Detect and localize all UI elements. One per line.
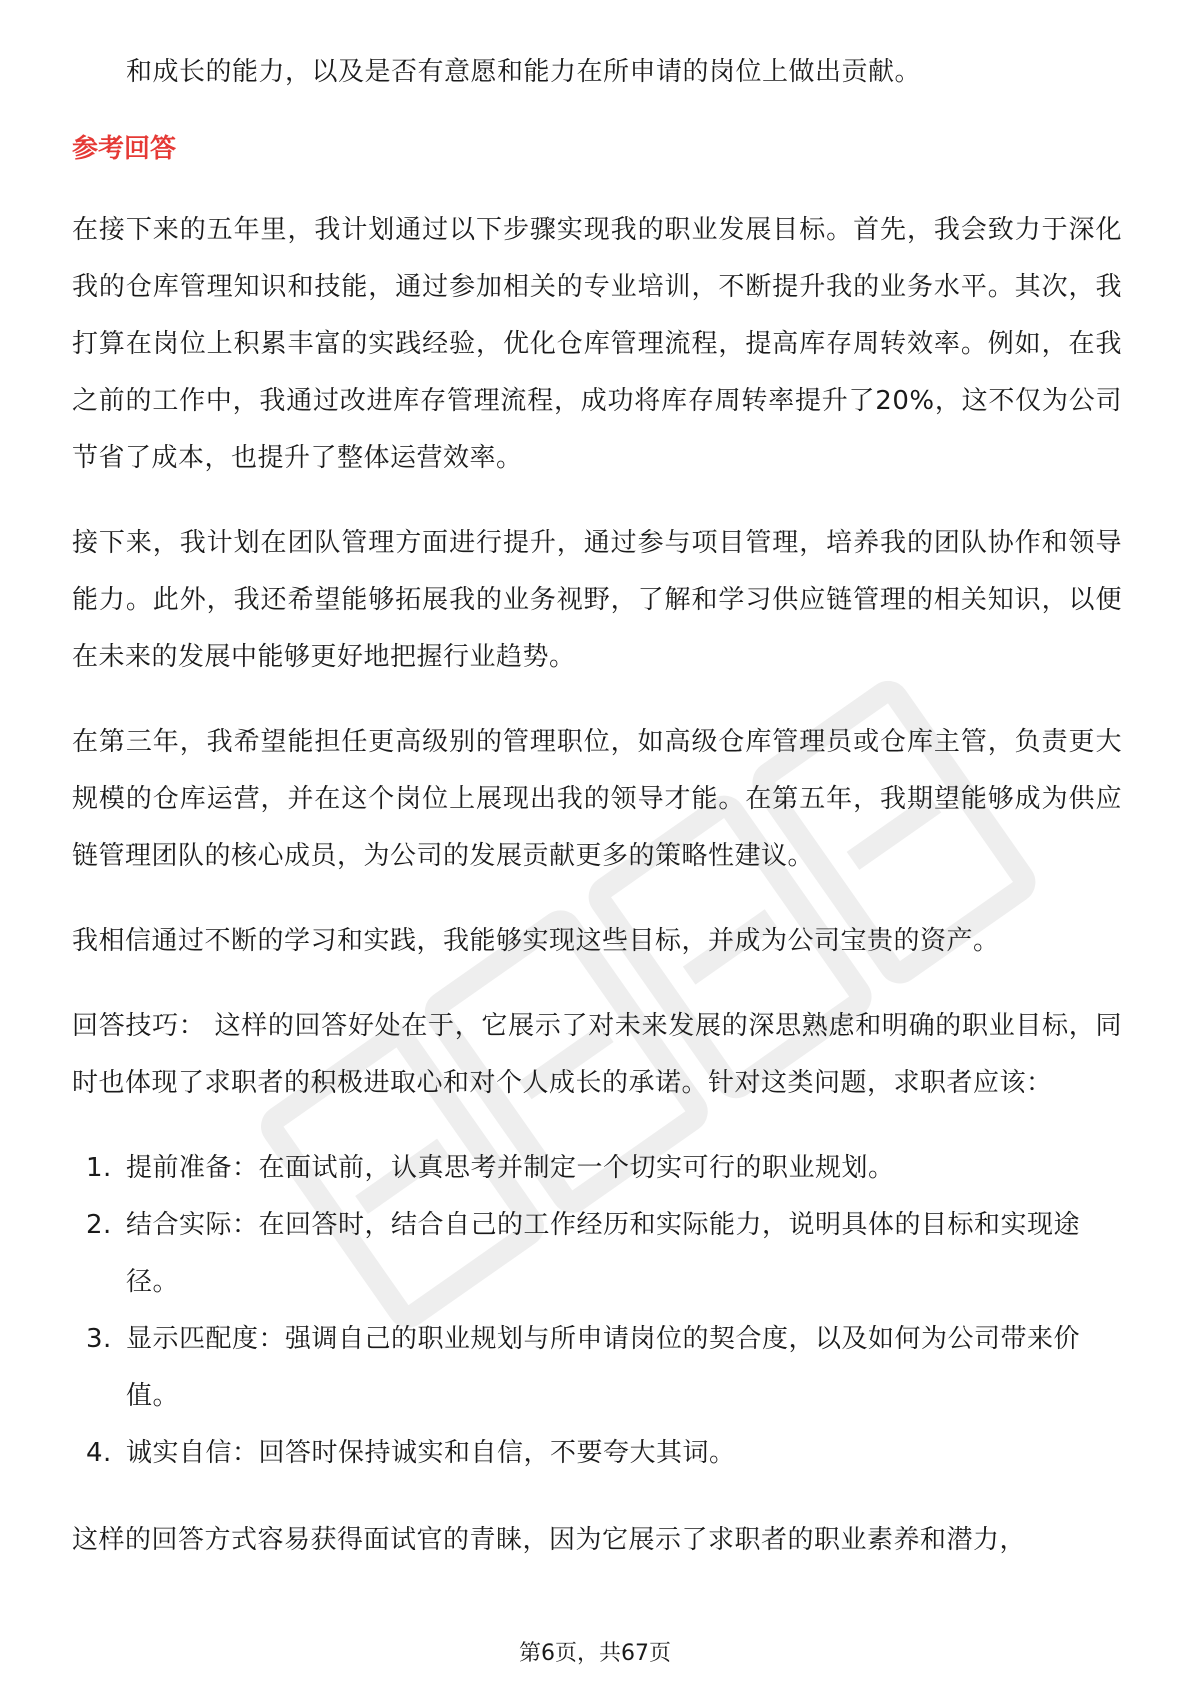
list-item xyxy=(72,1140,1122,1197)
section-heading: 参考回答 xyxy=(72,134,177,164)
document-body xyxy=(72,44,1122,1597)
list-item-number: 4. xyxy=(86,1438,112,1468)
tips-list xyxy=(72,1140,1122,1482)
answer-paragraph-3: 在第三年，我希望能担任更高级别的管理职位，如高级仓库管理员或仓库主管，负责更大规模的仓库运营，并在这个岗位上展现出我的领导才能。在第五年，我期望能够成为供应链管理团队的核心成员，为公司的发展贡献更多的策略性建议。 xyxy=(72,727,1122,871)
page-footer: 第6页，共67页 xyxy=(519,1641,671,1666)
closing-paragraph: 这样的回答方式容易获得面试官的青睐，因为它展示了求职者的职业素养和潜力， xyxy=(72,1525,1027,1555)
list-item-text: 诚实自信：回答时保持诚实和自信，不要夸大其词。 xyxy=(126,1438,736,1468)
answer-paragraph-2: 接下来，我计划在团队管理方面进行提升，通过参与项目管理，培养我的团队协作和领导能力。此外，我还希望能够拓展我的业务视野，了解和学习供应链管理的相关知识，以便在未来的发展中能够更好地把握行业趋势。 xyxy=(72,528,1122,672)
list-item-text: 提前准备：在面试前，认真思考并制定一个切实可行的职业规划。 xyxy=(126,1153,895,1183)
intro-continuation: 和成长的能力，以及是否有意愿和能力在所申请的岗位上做出贡献。 xyxy=(126,57,922,87)
list-item-number: 2. xyxy=(86,1210,112,1240)
answer-paragraph-4: 我相信通过不断的学习和实践，我能够实现这些目标，并成为公司宝贵的资产。 xyxy=(72,926,1000,956)
list-item xyxy=(72,1311,1122,1425)
list-item-number: 1. xyxy=(86,1153,112,1183)
list-item-text: 结合实际：在回答时，结合自己的工作经历和实际能力，说明具体的目标和实现途径。 xyxy=(126,1210,1081,1297)
list-item-number: 3. xyxy=(86,1324,112,1354)
list-item xyxy=(72,1425,1122,1482)
tips-intro-paragraph: 回答技巧： 这样的回答好处在于，它展示了对未来发展的深思熟虑和明确的职业目标，同时也体现了求职者的积极进取心和对个人成长的承诺。针对这类问题，求职者应该： xyxy=(72,1011,1122,1098)
answer-paragraph-1: 在接下来的五年里，我计划通过以下步骤实现我的职业发展目标。首先，我会致力于深化我的仓库管理知识和技能，通过参加相关的专业培训，不断提升我的业务水平。其次，我打算在岗位上积累丰富的实践经验，优化仓库管理流程，提高库存周转效率。例如，在我之前的工作中，我通过改进库存管理流程，成功将库存周转率提升了20%，这不仅为公司节省了成本，也提升了整体运营效率。 xyxy=(72,215,1122,473)
list-item xyxy=(72,1197,1122,1311)
list-item-text: 显示匹配度：强调自己的职业规划与所申请岗位的契合度，以及如何为公司带来价值。 xyxy=(126,1324,1081,1411)
